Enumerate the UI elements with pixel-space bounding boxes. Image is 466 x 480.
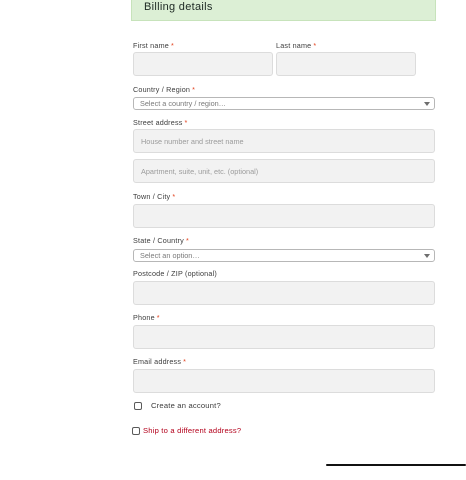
required-marker: * <box>172 192 176 201</box>
first-name-input[interactable] <box>133 52 273 76</box>
required-marker: * <box>156 313 160 322</box>
street-address-label-text: Street address <box>133 118 183 127</box>
street-address-line2-placeholder: Apartment, suite, unit, etc. (optional) <box>141 166 259 176</box>
first-name-label-text: First name <box>133 41 169 50</box>
phone-input[interactable] <box>133 325 435 349</box>
first-name-label <box>133 41 174 50</box>
postcode-label-text: Postcode / ZIP (optional) <box>133 269 217 278</box>
country-select[interactable] <box>133 97 435 110</box>
street-address-line2-input[interactable] <box>133 159 435 183</box>
street-address-line1-input[interactable] <box>133 129 435 153</box>
last-name-label <box>276 41 316 50</box>
required-marker: * <box>192 85 196 94</box>
required-marker: * <box>184 118 188 127</box>
chevron-down-icon <box>424 254 430 258</box>
phone-label-text: Phone <box>133 313 155 322</box>
ship-different-address-checkbox[interactable] <box>132 427 140 435</box>
email-input[interactable] <box>133 369 435 393</box>
postcode-input[interactable] <box>133 281 435 305</box>
town-city-input[interactable] <box>133 204 435 228</box>
country-label <box>133 85 195 94</box>
email-label <box>133 357 186 366</box>
street-address-label <box>133 118 188 127</box>
town-city-label-text: Town / City <box>133 192 171 201</box>
country-selected-value: Select a country / region… <box>140 99 226 108</box>
create-account-checkbox[interactable] <box>134 402 142 410</box>
postcode-label <box>133 269 217 278</box>
home-indicator-bar <box>326 464 466 466</box>
required-marker: * <box>170 41 174 50</box>
email-label-text: Email address <box>133 357 182 366</box>
state-selected-value: Select an option… <box>140 251 200 260</box>
create-account-label[interactable]: Create an account? <box>151 401 221 410</box>
last-name-label-text: Last name <box>276 41 312 50</box>
town-city-label <box>133 192 175 201</box>
billing-details-title: Billing details <box>144 1 213 13</box>
required-marker: * <box>183 357 187 366</box>
required-marker: * <box>185 236 189 245</box>
required-marker: * <box>313 41 317 50</box>
chevron-down-icon <box>424 102 430 106</box>
last-name-input[interactable] <box>276 52 416 76</box>
country-label-text: Country / Region <box>133 85 191 94</box>
street-address-line1-placeholder: House number and street name <box>141 136 244 146</box>
state-label-text: State / Country <box>133 236 184 245</box>
state-select[interactable] <box>133 249 435 262</box>
phone-label <box>133 313 160 322</box>
ship-different-address-label[interactable]: Ship to a different address? <box>143 426 242 435</box>
state-label <box>133 236 189 245</box>
billing-details-header <box>131 0 436 21</box>
